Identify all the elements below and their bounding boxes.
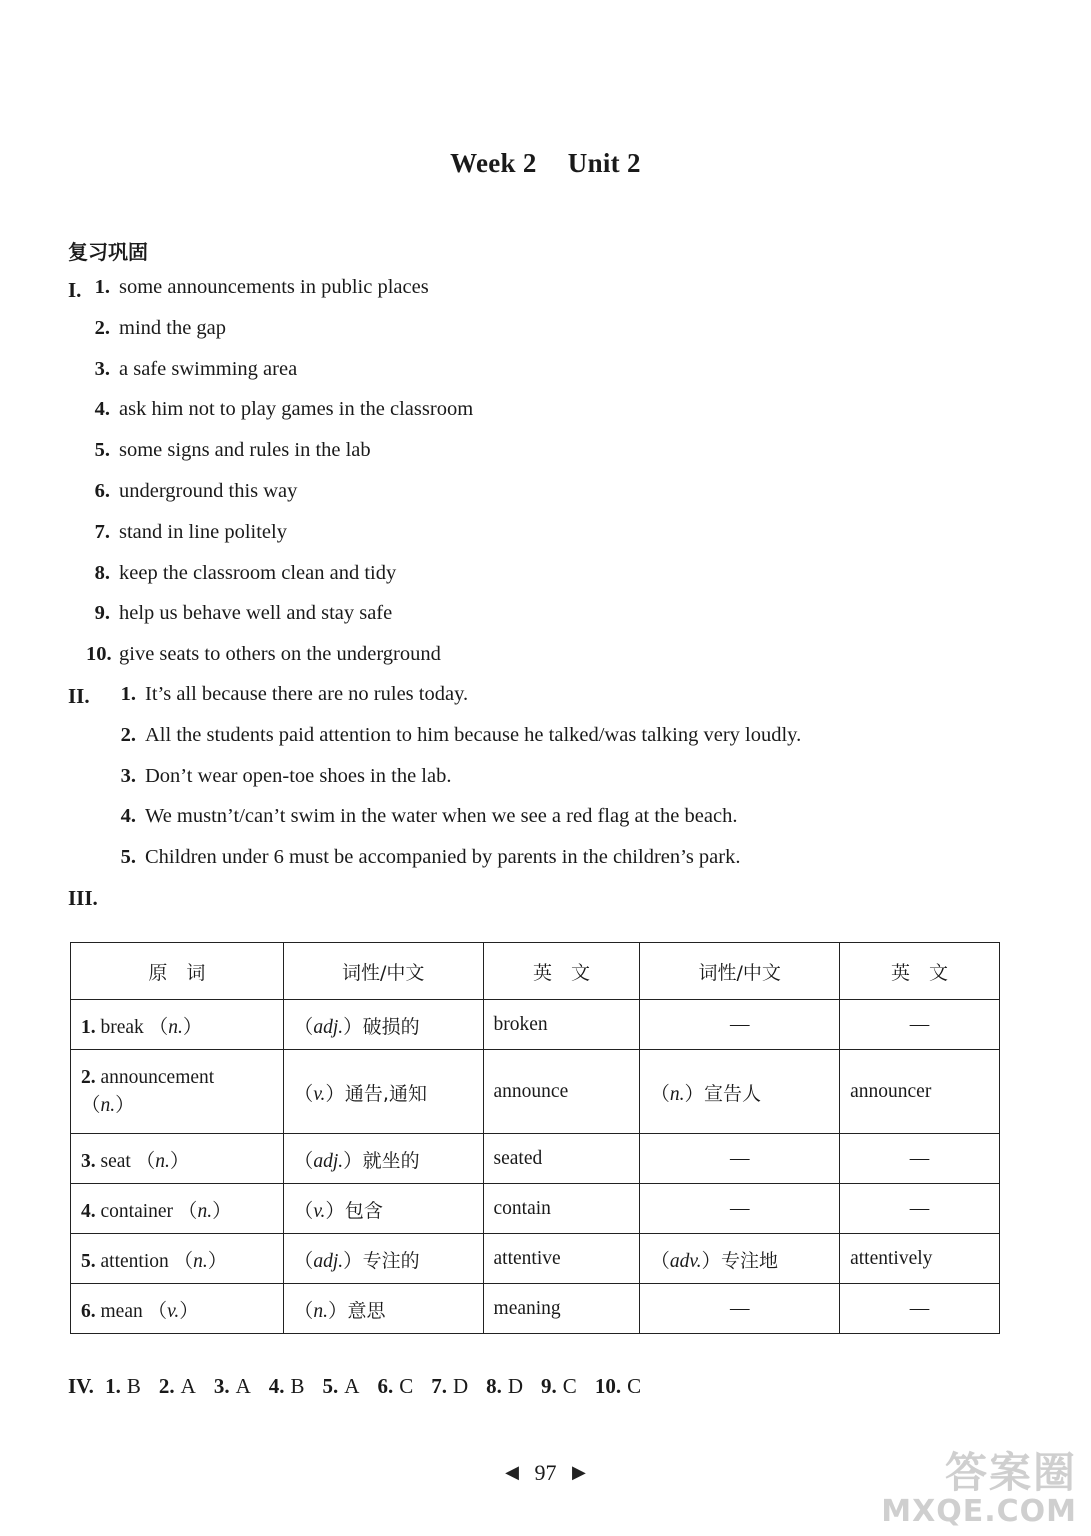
pos-chinese-cell-2: （n.）宣告人 (640, 1050, 840, 1134)
item-number: 1. (120, 683, 136, 705)
list-item (86, 521, 287, 544)
chinese-meaning: 专注地 (721, 1249, 779, 1272)
item-text: some announcements in public places (119, 276, 429, 298)
part-of-speech: adj. (313, 1016, 344, 1038)
answer-choice: A (180, 1374, 196, 1398)
answer-item (269, 1374, 305, 1398)
pos-chinese-cell-1: （v.）通告,通知 (283, 1050, 483, 1134)
part4-answers (68, 1374, 659, 1399)
item-text: keep the classroom clean and tidy (119, 561, 397, 584)
item-number: 6. (94, 480, 110, 502)
row-number: 5. (81, 1250, 96, 1272)
watermark-line1: 答案圈 (944, 1448, 1077, 1497)
item-text: a safe swimming area (119, 357, 298, 380)
answer-number: 7. (431, 1374, 447, 1398)
answer-item (377, 1374, 413, 1398)
part-of-speech: v. (313, 1083, 326, 1105)
original-word-cell: 4. container （n.） (71, 1184, 284, 1234)
item-number: 7. (94, 520, 110, 543)
item-text: help us behave well and stay safe (119, 602, 393, 625)
list-item (86, 439, 371, 462)
header-english-2: 英 文 (840, 943, 1000, 1000)
item-number: 3. (120, 764, 136, 787)
english-cell-1: announce (483, 1050, 640, 1134)
pos-chinese-cell-1: （adj.）专注的 (283, 1234, 483, 1284)
answer-number: 10. (594, 1374, 622, 1398)
list-item (116, 765, 451, 788)
original-word-cell: 3. seat （n.） (71, 1134, 284, 1184)
answer-item (159, 1374, 196, 1398)
item-text: some signs and rules in the lab (119, 439, 371, 462)
answer-number: 3. (213, 1374, 230, 1398)
list-item (86, 358, 297, 381)
item-number: 1. (94, 276, 110, 298)
item-number: 2. (120, 723, 136, 746)
original-word-pos: n. (197, 1200, 213, 1222)
original-word-pos: v. (167, 1300, 180, 1322)
item-text: ask him not to play games in the classroom (119, 398, 474, 421)
answer-item (105, 1374, 141, 1398)
chinese-meaning: 破损的 (362, 1015, 420, 1038)
part-of-speech: n. (669, 1083, 685, 1105)
item-text: stand in line politely (119, 520, 287, 543)
chinese-meaning: 宣告人 (704, 1082, 762, 1105)
item-number: 4. (120, 805, 136, 828)
answer-number: 8. (486, 1374, 502, 1398)
original-word-pos: n. (100, 1094, 116, 1116)
item-text: All the students paid attention to him because he talked/was talking very loudly. (145, 723, 802, 746)
item-number: 3. (94, 357, 110, 380)
original-word-cell: 1. break （n.） (71, 1000, 284, 1050)
list-item (86, 398, 473, 421)
english-cell-2: — (840, 1284, 1000, 1334)
pos-chinese-cell-2 (640, 1184, 840, 1234)
english-cell-1: seated (483, 1134, 640, 1184)
english-cell-2: attentively (840, 1234, 1000, 1284)
part1-label: I. (68, 278, 82, 302)
item-text: underground this way (119, 480, 298, 502)
pos-chinese-cell-1: （v.）包含 (283, 1184, 483, 1234)
answer-item (486, 1374, 523, 1398)
row-number: 3. (81, 1150, 96, 1172)
answer-choice: C (562, 1374, 577, 1398)
pos-chinese-cell-1: （adj.）就坐的 (283, 1134, 483, 1184)
original-word: mean (100, 1300, 143, 1322)
list-item (86, 276, 429, 299)
item-text: We mustn’t/can’t swim in the water when we see a red flag at the beach. (145, 805, 738, 828)
section-heading: 复习巩固 (68, 240, 148, 264)
table-row (71, 1000, 1000, 1050)
header-english-1: 英 文 (483, 943, 640, 1000)
table-row (71, 1134, 1000, 1184)
answer-item (595, 1374, 641, 1398)
chinese-meaning: 意思 (347, 1299, 386, 1322)
watermark (881, 1450, 1077, 1528)
next-page-icon: ▶ (572, 1462, 586, 1482)
answer-choice: C (627, 1374, 642, 1398)
english-cell-1: contain (483, 1184, 640, 1234)
pos-chinese-cell-2 (640, 1000, 840, 1050)
table-row (71, 1184, 1000, 1234)
original-word-pos: n. (193, 1250, 208, 1272)
english-cell-1: meaning (483, 1284, 640, 1334)
pos-chinese-cell-1: （adj.）破损的 (283, 1000, 483, 1050)
prev-page-icon: ◀ (505, 1462, 519, 1482)
empty-dash: — (729, 1013, 750, 1035)
pos-chinese-cell-2 (640, 1134, 840, 1184)
row-number: 1. (81, 1016, 96, 1038)
table-row (71, 1234, 1000, 1284)
english-cell-2: announcer (840, 1050, 1000, 1134)
english-cell-2: — (840, 1184, 1000, 1234)
item-number: 10. (86, 643, 112, 666)
list-item (86, 562, 396, 585)
chinese-meaning: 通告,通知 (344, 1082, 427, 1105)
english-cell-1: broken (483, 1000, 640, 1050)
title-week: Week 2 (450, 148, 537, 178)
list-item (116, 805, 737, 828)
answer-number: 5. (322, 1374, 339, 1398)
answer-number: 6. (377, 1374, 394, 1398)
answer-number: 9. (541, 1374, 557, 1398)
part-of-speech: n. (313, 1300, 328, 1322)
title-unit: Unit 2 (567, 148, 641, 178)
original-word-cell: 2. announcement （n.） (71, 1050, 284, 1134)
english-cell-1: attentive (483, 1234, 640, 1284)
row-number: 4. (81, 1200, 96, 1222)
original-word-cell: 6. mean （v.） (71, 1284, 284, 1334)
chinese-meaning: 就坐的 (362, 1149, 420, 1172)
table-row (71, 1284, 1000, 1334)
original-word: container (100, 1200, 174, 1222)
part2-label: II. (68, 684, 90, 708)
answer-choice: D (507, 1374, 524, 1398)
answer-item (214, 1374, 251, 1398)
empty-dash: — (729, 1197, 750, 1219)
list-item (86, 643, 441, 666)
item-number: 8. (94, 561, 110, 584)
answer-number: 1. (105, 1374, 121, 1398)
table-row (71, 1050, 1000, 1134)
part-of-speech: v. (313, 1200, 326, 1222)
part-of-speech: adj. (313, 1150, 344, 1172)
part4-label: IV. (68, 1374, 94, 1398)
list-item (116, 724, 801, 747)
original-word: attention (100, 1250, 169, 1272)
header-original-word: 原 词 (71, 943, 284, 1000)
answer-item (541, 1374, 577, 1398)
item-text: give seats to others on the underground (119, 643, 441, 666)
part-of-speech: adv. (669, 1250, 702, 1272)
answer-choice: C (399, 1374, 414, 1398)
pos-chinese-cell-2: （adv.）专注地 (640, 1234, 840, 1284)
table-header-row (71, 943, 1000, 1000)
header-pos-chinese-2: 词性/中文 (640, 943, 840, 1000)
list-item (86, 480, 297, 503)
original-word: announcement (100, 1066, 215, 1088)
english-cell-2: — (840, 1000, 1000, 1050)
list-item (116, 846, 740, 869)
item-text: mind the gap (119, 316, 227, 339)
word-forms-table (70, 942, 1000, 1334)
item-text: It’s all because there are no rules today. (145, 683, 469, 705)
original-word-cell: 5. attention （n.） (71, 1234, 284, 1284)
list-item (116, 683, 468, 706)
answer-item (431, 1374, 468, 1398)
empty-dash: — (729, 1297, 750, 1319)
answer-choice: D (452, 1374, 469, 1398)
empty-dash: — (729, 1147, 750, 1169)
chinese-meaning: 专注的 (362, 1249, 420, 1272)
page-title (0, 148, 1091, 179)
item-text: Children under 6 must be accompanied by parents in the children’s park. (145, 846, 741, 869)
answer-choice: A (344, 1374, 360, 1398)
item-number: 4. (94, 398, 110, 421)
item-number: 5. (120, 846, 136, 869)
chinese-meaning: 包含 (344, 1199, 383, 1222)
item-text: Don’t wear open-toe shoes in the lab. (145, 764, 452, 787)
header-pos-chinese-1: 词性/中文 (283, 943, 483, 1000)
original-word-pos: n. (168, 1016, 183, 1038)
original-word-pos: n. (155, 1150, 170, 1172)
original-word: seat (100, 1150, 131, 1172)
row-number: 6. (81, 1300, 96, 1322)
item-number: 9. (94, 602, 110, 625)
pos-chinese-cell-2 (640, 1284, 840, 1334)
answer-choice: B (126, 1374, 141, 1398)
english-cell-2: — (840, 1134, 1000, 1184)
page-number-value: 97 (534, 1460, 557, 1485)
answer-choice: B (290, 1374, 305, 1398)
answer-choice: A (235, 1374, 251, 1398)
answer-number: 4. (268, 1374, 285, 1398)
original-word: break (100, 1016, 144, 1038)
part3-label: III. (68, 886, 98, 910)
list-item (86, 317, 226, 340)
pos-chinese-cell-1: （n.）意思 (283, 1284, 483, 1334)
answer-number: 2. (158, 1374, 175, 1398)
row-number: 2. (81, 1066, 96, 1088)
answer-item (323, 1374, 360, 1398)
list-item (86, 602, 392, 625)
item-number: 2. (94, 316, 110, 339)
item-number: 5. (94, 439, 110, 462)
part-of-speech: adj. (313, 1250, 344, 1272)
watermark-line2: MXQE.COM (881, 1494, 1077, 1529)
